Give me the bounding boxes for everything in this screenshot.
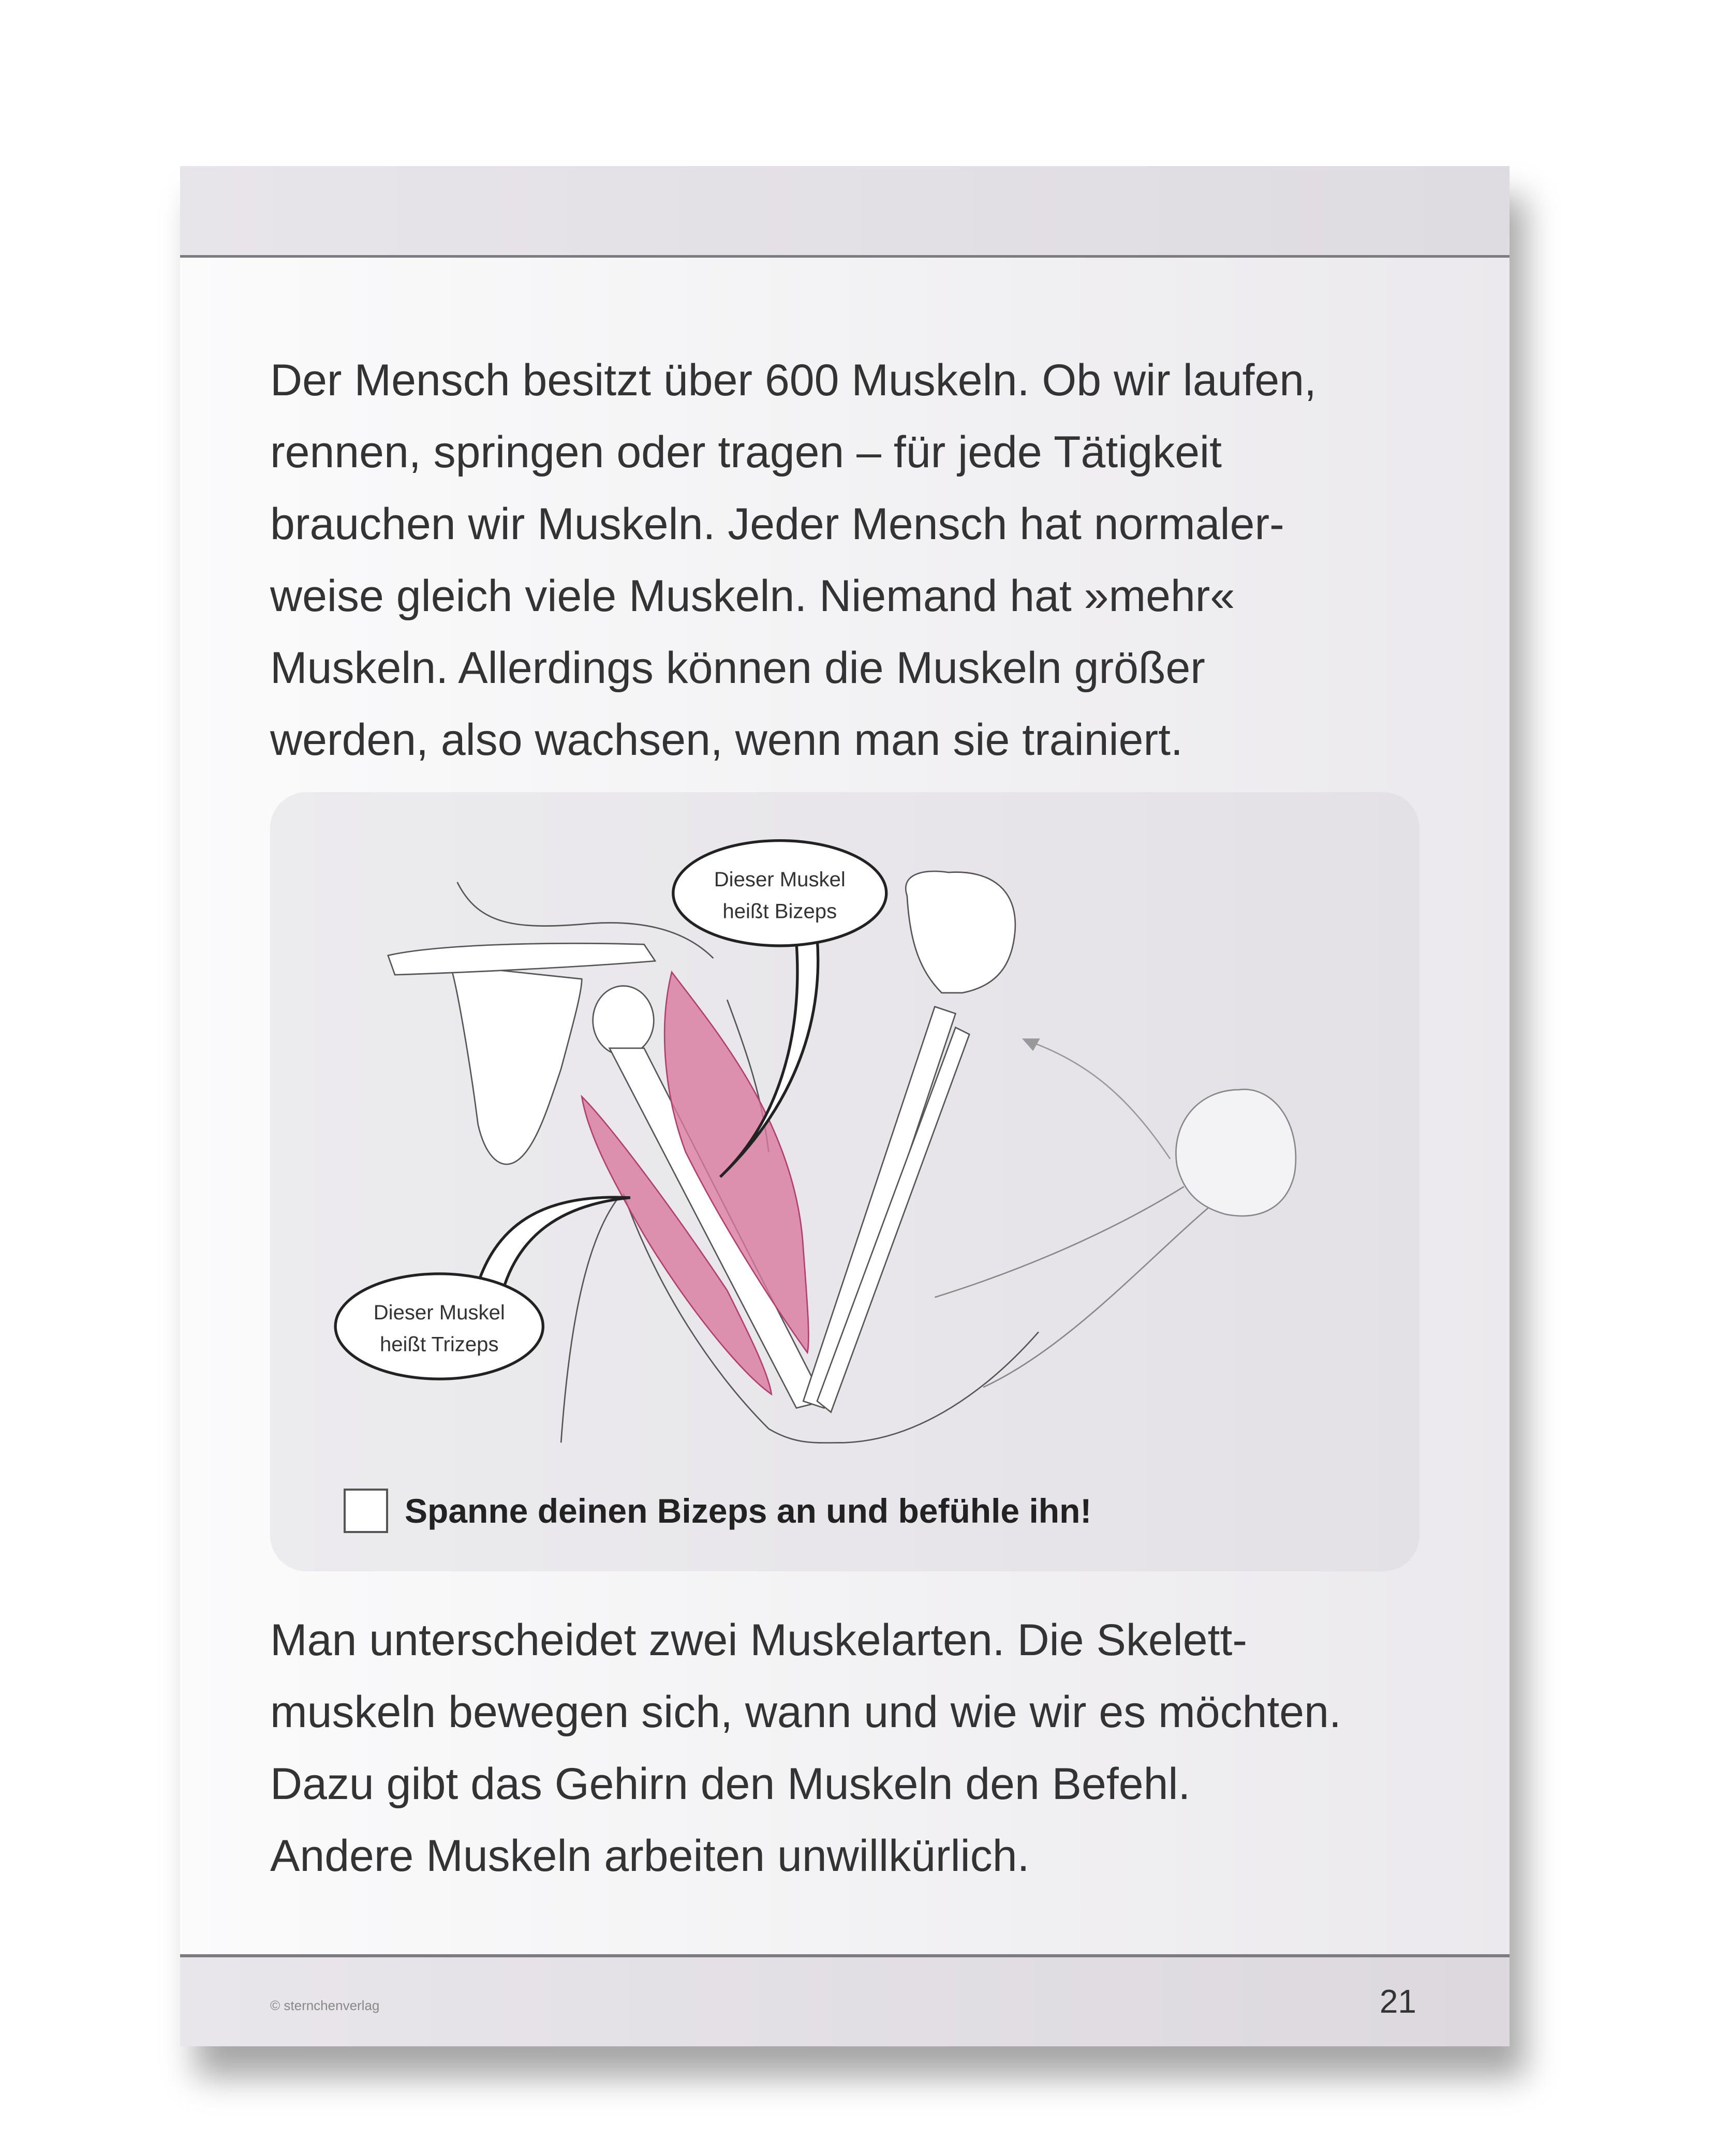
triceps-bubble-text: Dieser Muskel (373, 1301, 505, 1325)
text-line: Muskeln. Allerdings können die Muskeln größer (270, 643, 1205, 693)
biceps-bubble-text: Dieser Muskel (714, 867, 846, 891)
text-line: Man unterscheidet zwei Muskelarten. Die Skelett- (270, 1615, 1248, 1665)
text-line: brauchen wir Muskeln. Jeder Mensch hat normaler- (270, 499, 1284, 549)
text-line: muskeln bewegen sich, wann und wie wir es möchten. (270, 1687, 1341, 1737)
clavicle-bone (388, 943, 655, 975)
triceps-bubble-text: heißt Trizeps (379, 1332, 499, 1356)
book-page (180, 166, 1510, 2046)
arm-muscle-illustration (270, 792, 1419, 1571)
raised-fist (906, 871, 1015, 993)
movement-arrow (1029, 1041, 1170, 1158)
task-item[interactable] (344, 1489, 1091, 1533)
extended-forearm-outline (935, 1186, 1183, 1297)
biceps-bubble-text: heißt Bizeps (722, 899, 837, 923)
biceps-speech-bubble (673, 841, 886, 946)
extended-fist (1176, 1090, 1295, 1216)
ulna-bone (817, 1028, 969, 1412)
page-header-band (180, 166, 1510, 258)
page-number: 21 (1379, 1983, 1416, 2020)
radius-bone (803, 1007, 955, 1408)
text-line: Der Mensch besitzt über 600 Muskeln. Ob wir laufen, (270, 355, 1316, 405)
humerus-head (593, 986, 654, 1055)
text-line: Dazu gibt das Gehirn den Muskeln den Befehl. (270, 1759, 1191, 1809)
torso-outline (561, 1200, 616, 1443)
second-paragraph (270, 1604, 1460, 1892)
intro-paragraph (270, 345, 1460, 776)
task-checkbox[interactable] (344, 1489, 388, 1533)
scapula-bone (450, 965, 582, 1164)
text-line: weise gleich viele Muskeln. Niemand hat »mehr« (270, 571, 1235, 621)
page-footer (180, 1954, 1510, 2046)
triceps-bubble-tail (478, 1197, 630, 1290)
extended-forearm-outline-lower (983, 1194, 1225, 1387)
copyright-notice: © sternchenverlag (270, 1998, 380, 2013)
task-label: Spanne deinen Bizeps an und befühle ihn! (405, 1492, 1092, 1530)
text-line: rennen, springen oder tragen – für jede Tätigkeit (270, 427, 1222, 477)
text-line: werden, also wachsen, wenn man sie trainiert. (270, 715, 1183, 765)
text-line: Andere Muskeln arbeiten unwillkürlich. (270, 1831, 1030, 1881)
arm-muscle-illustration-panel (270, 792, 1419, 1571)
triceps-speech-bubble (335, 1274, 543, 1379)
